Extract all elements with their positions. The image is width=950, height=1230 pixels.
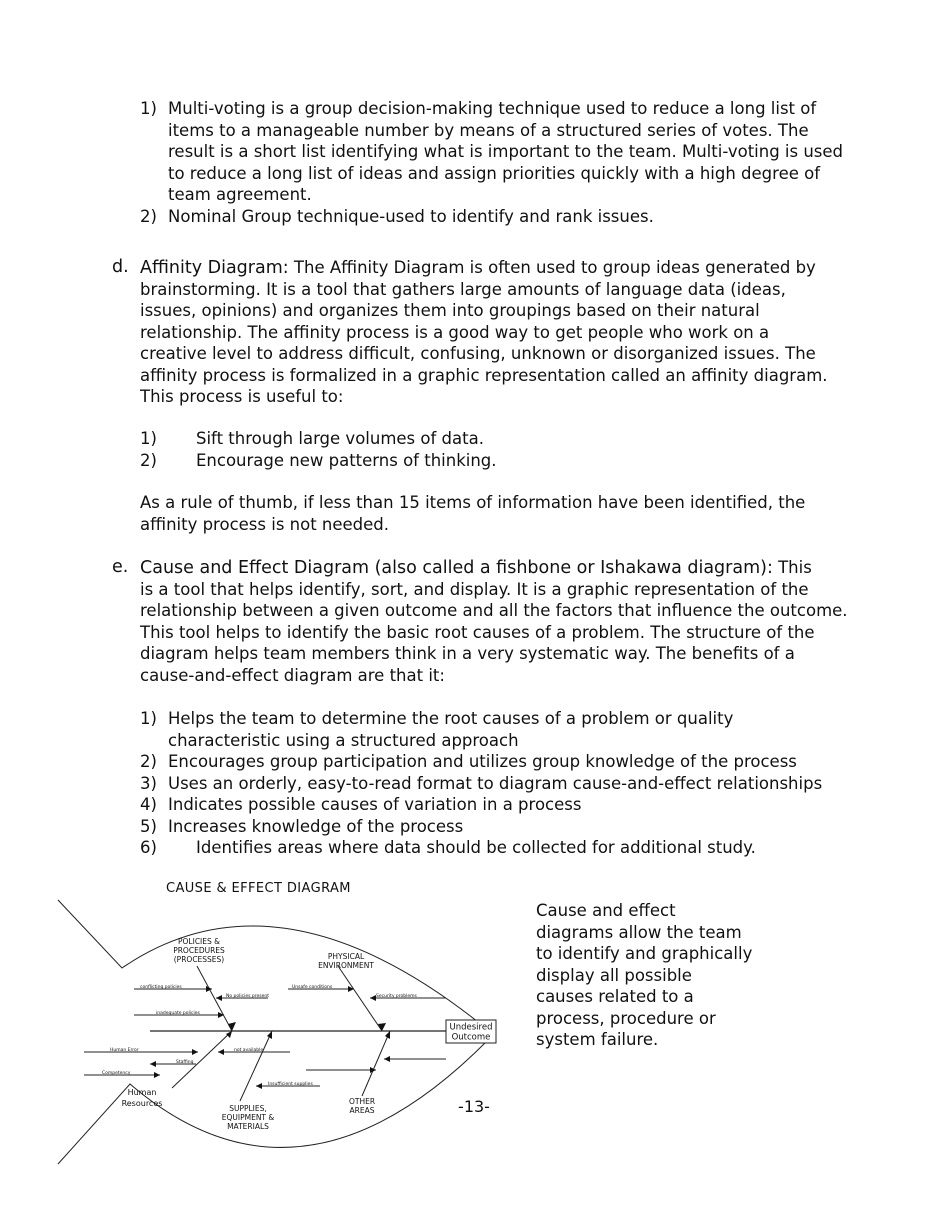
arrowhead [256,1083,262,1089]
multivoting-text: result is a short list identifying what is important to the team. Multi-voting is used [168,142,844,161]
list-number: 1) [140,99,157,118]
list-number: 6) [140,838,157,857]
affinity-text: creative level to address difficult, confusing, unknown or disorganized issues. The [140,344,816,363]
affinity-heading: Affinity Diagram: [140,258,289,278]
cause-label: Staffing [176,1060,194,1065]
benefit-item: Encourages group participation and utilizes group knowledge of the process [168,752,797,771]
category-label: ENVIRONMENT [318,961,374,970]
cause-effect-text: This tool helps to identify the basic root causes of a problem. The structure of the [140,622,815,642]
cause-label: Unsafe conditions [292,985,333,990]
category-label: Resources [121,1099,163,1108]
arrowhead [267,1031,272,1039]
cause-label: Insufficient supplies [268,1082,313,1087]
category-label: Human [127,1088,157,1097]
cause-effect-text: diagram helps team members think in a very systematic way. The benefits of a [140,644,795,663]
list-number: 2) [140,450,157,470]
affinity-text: affinity process is formalized in a graphic representation called an affinity diagram. [140,365,828,385]
arrowhead [226,1031,232,1038]
affinity-text: relationship. The affinity process is a good way to get people who work on a [140,322,770,342]
affinity-text: This process is useful to: [140,387,344,406]
category-label: OTHER [348,1097,376,1106]
multivoting-text: to reduce a long list of ideas and assign priorities quickly with a high degree of [168,163,821,183]
benefit-item: Uses an orderly, easy-to-read format to diagram cause-and-effect relationships [168,773,823,793]
arrowhead [370,1067,376,1073]
benefit-item: Helps the team to determine the root causes of a problem or quality [168,709,734,728]
bone-supplies [240,1031,272,1101]
section-letter: d. [112,257,129,277]
fishbone-diagram [0,870,520,1190]
affinity-text: The Affinity Diagram is often used to group ideas generated by [288,258,816,277]
arrowhead [216,995,222,1001]
cause-effect-first-line [140,557,812,579]
nominal-group-text: Nominal Group technique-used to identify and rank issues. [168,206,654,226]
arrowhead [218,1012,224,1018]
cause-effect-heading: Cause and Effect Diagram (also called a fishbone or Ishakawa diagram): [140,558,773,578]
arrowhead [206,986,212,992]
page-number: -13- [458,1097,490,1116]
benefit-item: characteristic using a structured approach [168,730,519,750]
side-note-line: process, procedure or [536,1008,716,1028]
side-note-line: display all possible [536,965,692,985]
list-number: 1) [140,709,157,728]
cause-effect-text: is a tool that helps identify, sort, and display. It is a graphic representation of the [140,579,809,599]
arrowhead [154,1072,160,1078]
benefit-item: Increases knowledge of the process [168,816,464,836]
arrowhead [192,1049,198,1055]
category-label: PROCEDURES [173,946,225,955]
side-note-line: system failure. [536,1030,659,1049]
cause-effect-text: This [772,558,812,577]
side-note-line: to identify and graphically [536,944,753,963]
list-number: 2) [140,206,157,226]
diagram-title: CAUSE & EFFECT DIAGRAM [166,881,351,896]
cause-label: not available [234,1048,264,1053]
cause-label: Security problems [376,994,417,999]
category-label: SUPPLIES, [229,1104,267,1113]
list-number: 5) [140,816,157,836]
multivoting-text: team agreement. [168,185,312,204]
arrowhead [384,1056,390,1062]
affinity-first-line [140,257,816,279]
benefit-item: Indicates possible causes of variation in a process [168,795,582,814]
affinity-use: Sift through large volumes of data. [196,429,484,448]
affinity-text: brainstorming. It is a tool that gathers large amounts of language data (ideas, [140,279,786,299]
affinity-text: issues, opinions) and organizes them into groupings based on their natural [140,301,760,320]
list-number: 4) [140,795,157,814]
category-label: MATERIALS [227,1122,269,1131]
side-note-line: diagrams allow the team [536,922,742,942]
category-label: POLICIES & [178,937,220,946]
benefit-item: Identifies areas where data should be collected for additional study. [196,838,756,857]
multivoting-text: Multi-voting is a group decision-making technique used to reduce a long list of [168,99,817,118]
outcome-label: Outcome [451,1032,491,1043]
list-number: 2) [140,752,157,771]
outcome-label: Undesired [449,1022,493,1033]
side-note-line: causes related to a [536,987,694,1006]
cause-label: Competency [102,1071,131,1076]
list-number: 1) [140,429,157,448]
category-label: (PROCESSES) [173,955,225,964]
fish-outline-upper [58,900,488,1030]
multivoting-text: items to a manageable number by means of a structured series of votes. The [168,120,809,140]
arrowhead [150,1061,156,1067]
category-label: PHYSICAL [327,952,365,961]
cause-label: No policies present [226,994,270,999]
arrowhead [348,986,354,992]
cause-label: conflicting policies [140,985,182,990]
cause-label: Human Error [110,1048,139,1053]
affinity-rule: As a rule of thumb, if less than 15 items of information have been identified, the [140,493,806,512]
section-letter: e. [112,557,129,577]
affinity-rule: affinity process is not needed. [140,514,390,534]
cause-label: inadequate policies [156,1011,200,1016]
category-label: AREAS [349,1106,375,1115]
bone-other [362,1031,390,1096]
affinity-use: Encourage new patterns of thinking. [196,450,497,470]
side-note-line: Cause and effect [536,901,676,920]
arrowhead [218,1049,224,1055]
category-label: EQUIPMENT & [221,1113,275,1122]
list-number: 3) [140,773,157,793]
cause-effect-text: relationship between a given outcome and all the factors that influence the outcome. [140,601,848,620]
cause-effect-text: cause-and-effect diagram are that it: [140,665,445,685]
